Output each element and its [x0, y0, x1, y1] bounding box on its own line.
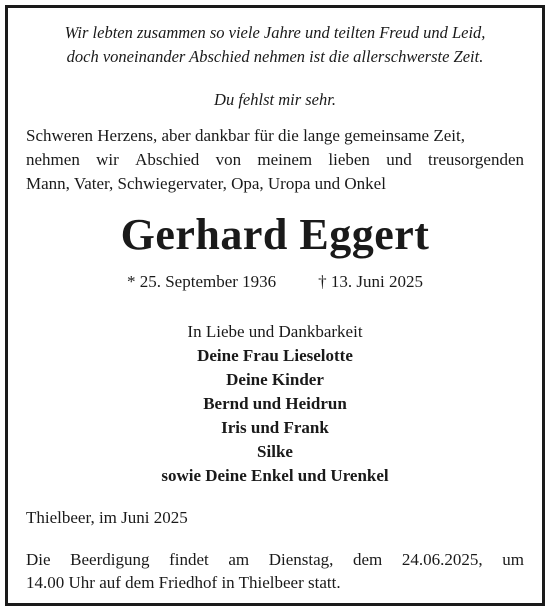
funeral-word: Die [26, 550, 51, 569]
funeral-notice [26, 548, 524, 594]
mourner-name: Deine Kinder [226, 370, 324, 389]
mourner-name: Bernd und Heidrun [203, 394, 347, 413]
death-date: † 13. Juni 2025 [318, 272, 424, 291]
place-date: Thielbeer, im Juni 2025 [26, 508, 188, 527]
mourner-name: sowie Deine Enkel und Urenkel [161, 466, 389, 485]
obituary-content [8, 8, 542, 603]
poem-line-3: Du fehlst mir sehr. [214, 90, 336, 109]
intro-word: meinem [257, 150, 313, 169]
deceased-name: Gerhard Eggert [120, 210, 430, 259]
funeral-word: Beerdigung [70, 550, 150, 569]
intro-word: treusorgenden [428, 150, 524, 169]
funeral-word: Dienstag, [268, 550, 334, 569]
life-dates [8, 272, 542, 292]
mourners-heading: In Liebe und Dankbarkeit [187, 322, 363, 341]
intro-word: wir [96, 150, 119, 169]
mourners-block [8, 320, 542, 488]
intro-word: und [386, 150, 412, 169]
poem [8, 21, 542, 69]
funeral-word: dem [352, 550, 383, 569]
poem-line-1: Wir lebten zusammen so viele Jahre und teilten Freud und Leid, [64, 23, 486, 42]
intro-word: Abschied [135, 150, 200, 169]
intro-word: von [215, 150, 242, 169]
funeral-line-2: 14.00 Uhr auf dem Friedhof in Thielbeer statt. [26, 573, 341, 592]
intro-line-3: Mann, Vater, Schwiegervater, Opa, Uropa und Onkel [26, 174, 386, 193]
funeral-word: 24.06.2025, [401, 550, 483, 569]
intro-line-1: Schweren Herzens, aber dankbar für die lange gemeinsame Zeit, [26, 126, 465, 145]
intro-word: nehmen [26, 150, 80, 169]
poem-line-2: doch voneinander Abschied nehmen ist die allerschwerste Zeit. [66, 47, 484, 66]
mourner-name: Deine Frau Lieselotte [197, 346, 353, 365]
intro-text [26, 124, 524, 196]
birth-date: * 25. September 1936 [126, 272, 277, 291]
mourner-name: Silke [257, 442, 293, 461]
obituary-frame [5, 5, 545, 606]
funeral-word: um [502, 550, 524, 569]
intro-word: lieben [328, 150, 370, 169]
mourner-name: Iris und Frank [221, 418, 329, 437]
funeral-word: findet [169, 550, 209, 569]
funeral-word: am [228, 550, 250, 569]
intro-line-2 [26, 148, 524, 172]
funeral-line-1 [26, 548, 524, 571]
